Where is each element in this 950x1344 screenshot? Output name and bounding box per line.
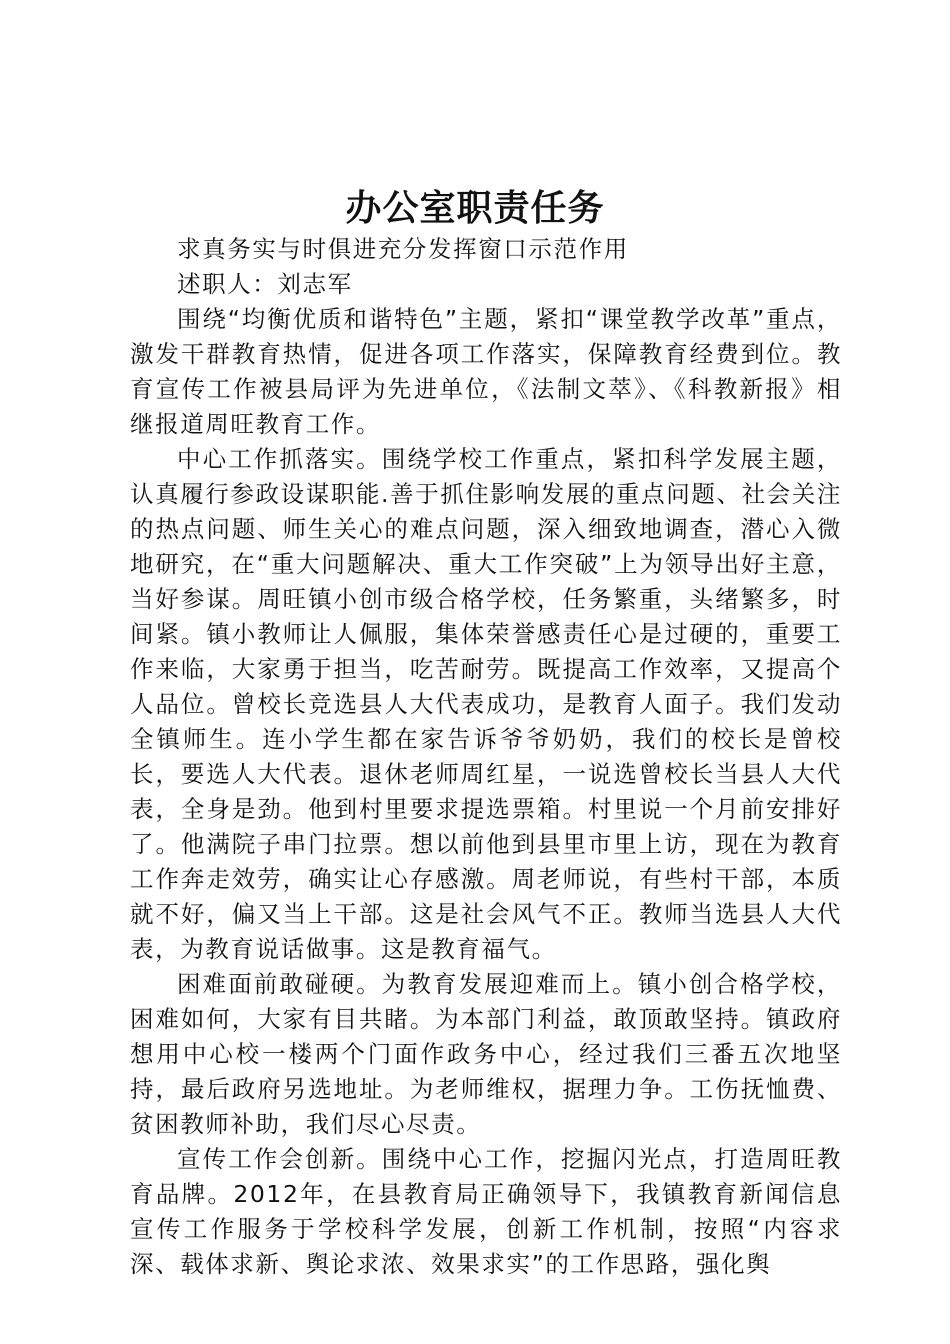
subtitle-line: 求真务实与时俱进充分发挥窗口示范作用 [177,235,629,263]
author-line: 述职人：刘志军 [177,270,353,298]
document-title: 办公室职责任务 [345,187,605,229]
paragraph-2: 中心工作抓落实。围绕学校工作重点，紧扣科学发展主题，认真履行参政设谋职能.善于抓住影响发展的重点问题、社会关注的热点问题、师生关心的难点问题，深入细致地调查，潜心入微地研究，在“重大问题解决、重大工作突破”上为领导出好主意，当好参谋。周旺镇小创市级合格学校，任务繁重，头绪繁多，时间紧。镇小教师让人佩服，集体荣誉感责任心是过硬的，重要工作来临，大家勇于担当，吃苦耐劳。既提高工作效率，又提高个人品位。曾校长竞选县人大代表成功，是教育人面子。我们发动全镇师生。连小学生都在家告诉爷爷奶奶，我们的校长是曾校长，要选人大代表。退休老师周红星，一说选曾校长当县人大代表，全身是劲。他到村里要求提选票箱。村里说一个月前安排好了。他满院子串门拉票。想以前他到县里市里上访，现在为教育工作奔走效劳，确实让心存感激。周老师说，有些村干部，本质就不好，偏又当上干部。这是社会风气不正。教师当选县人大代表，为教育说话做事。这是教育福气。 [130,445,842,963]
paragraph-1: 围绕“均衡优质和谐特色”主题，紧扣“课堂教学改革”重点，激发干群教育热情，促进各项工作落实，保障教育经费到位。教育宣传工作被县局评为先进单位，《法制文萃》、《科教新报》相继报道周旺教育工作。 [130,305,842,438]
paragraph-3: 困难面前敢碰硬。为教育发展迎难而上。镇小创合格学校，困难如何，大家有目共睹。为本部门利益，敢顶敢坚持。镇政府想用中心校一楼两个门面作政务中心，经过我们三番五次地坚持，最后政府另选地址。为老师维权，据理力争。工伤抚恤费、贫困教师补助，我们尽心尽责。 [130,970,842,1138]
document-body [130,232,842,1282]
paragraph-4: 宣传工作会创新。围绕中心工作，挖掘闪光点，打造周旺教育品牌。2012年，在县教育局正确领导下，我镇教育新闻信息宣传工作服务于学校科学发展，创新工作机制，按照“内容求深、载体求新、舆论求浓、效果求实”的工作思路，强化舆 [130,1145,842,1278]
